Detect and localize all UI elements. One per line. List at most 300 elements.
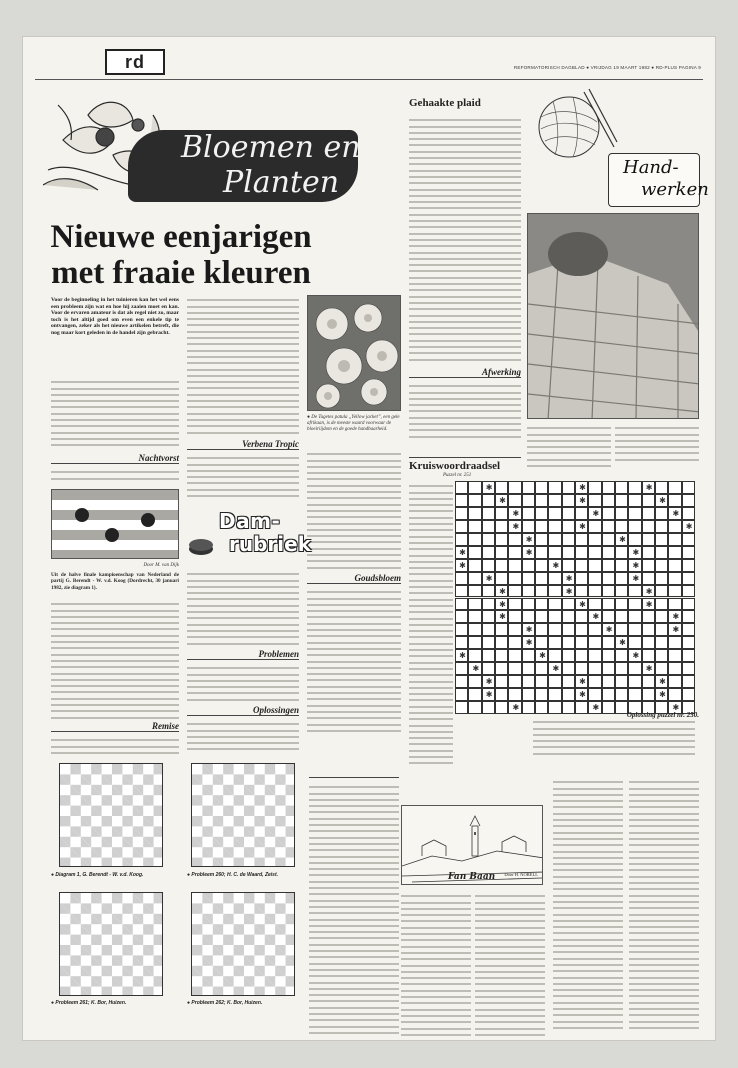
crossword-cell[interactable] (575, 662, 588, 675)
crossword-grid[interactable] (455, 481, 695, 714)
crossword-cell[interactable] (548, 598, 561, 611)
crossword-cell[interactable] (562, 701, 575, 714)
crossword-cell[interactable] (548, 688, 561, 701)
crossword-cell[interactable] (508, 688, 521, 701)
crossword-cell[interactable] (682, 675, 695, 688)
crossword-cell[interactable] (535, 572, 548, 585)
crossword-cell[interactable] (668, 546, 681, 559)
crossword-cell[interactable] (522, 610, 535, 623)
crossword-cell[interactable] (455, 675, 468, 688)
crossword-cell[interactable] (495, 546, 508, 559)
crossword-cell[interactable] (642, 636, 655, 649)
crossword-cell[interactable] (588, 481, 601, 494)
crossword-cell[interactable] (682, 688, 695, 701)
crossword-cell[interactable] (628, 662, 641, 675)
crossword-cell[interactable] (522, 598, 535, 611)
crossword-cell[interactable] (642, 520, 655, 533)
crossword-cell[interactable] (455, 585, 468, 598)
crossword-cell[interactable] (482, 559, 495, 572)
crossword-cell[interactable] (562, 623, 575, 636)
crossword-cell[interactable] (642, 546, 655, 559)
crossword-cell[interactable] (495, 533, 508, 546)
crossword-cell[interactable] (468, 507, 481, 520)
crossword-cell[interactable] (522, 636, 535, 649)
crossword-cell[interactable] (548, 572, 561, 585)
crossword-cell[interactable] (522, 701, 535, 714)
crossword-cell[interactable] (548, 636, 561, 649)
crossword-cell[interactable] (602, 572, 615, 585)
crossword-cell[interactable] (615, 610, 628, 623)
crossword-cell[interactable] (468, 481, 481, 494)
crossword-cell[interactable] (668, 688, 681, 701)
crossword-cell[interactable] (602, 546, 615, 559)
crossword-cell[interactable] (482, 675, 495, 688)
crossword-cell[interactable] (535, 520, 548, 533)
crossword-cell[interactable] (508, 662, 521, 675)
crossword-cell[interactable] (522, 546, 535, 559)
crossword-cell[interactable] (482, 546, 495, 559)
crossword-cell[interactable] (482, 649, 495, 662)
crossword-cell[interactable] (668, 533, 681, 546)
crossword-cell[interactable] (522, 623, 535, 636)
crossword-cell[interactable] (615, 675, 628, 688)
crossword-cell[interactable] (468, 559, 481, 572)
crossword-cell[interactable] (642, 598, 655, 611)
crossword-cell[interactable] (548, 481, 561, 494)
crossword-cell[interactable] (455, 546, 468, 559)
crossword-cell[interactable] (562, 546, 575, 559)
crossword-cell[interactable] (668, 675, 681, 688)
crossword-cell[interactable] (655, 572, 668, 585)
crossword-cell[interactable] (575, 636, 588, 649)
crossword-cell[interactable] (655, 636, 668, 649)
crossword-cell[interactable] (468, 598, 481, 611)
crossword-cell[interactable] (575, 559, 588, 572)
crossword-cell[interactable] (468, 662, 481, 675)
crossword-cell[interactable] (615, 572, 628, 585)
crossword-cell[interactable] (495, 559, 508, 572)
crossword-cell[interactable] (562, 649, 575, 662)
crossword-cell[interactable] (548, 520, 561, 533)
crossword-cell[interactable] (628, 649, 641, 662)
crossword-cell[interactable] (588, 520, 601, 533)
crossword-cell[interactable] (588, 559, 601, 572)
crossword-cell[interactable] (468, 520, 481, 533)
crossword-cell[interactable] (668, 610, 681, 623)
crossword-cell[interactable] (628, 494, 641, 507)
crossword-cell[interactable] (628, 481, 641, 494)
crossword-cell[interactable] (682, 533, 695, 546)
crossword-cell[interactable] (535, 662, 548, 675)
crossword-cell[interactable] (628, 598, 641, 611)
crossword-cell[interactable] (535, 546, 548, 559)
crossword-cell[interactable] (588, 662, 601, 675)
crossword-cell[interactable] (548, 649, 561, 662)
crossword-cell[interactable] (682, 662, 695, 675)
crossword-cell[interactable] (535, 507, 548, 520)
crossword-cell[interactable] (628, 688, 641, 701)
crossword-cell[interactable] (642, 533, 655, 546)
crossword-cell[interactable] (495, 701, 508, 714)
crossword-cell[interactable] (628, 610, 641, 623)
crossword-cell[interactable] (548, 701, 561, 714)
crossword-cell[interactable] (455, 688, 468, 701)
crossword-cell[interactable] (495, 675, 508, 688)
crossword-cell[interactable] (642, 585, 655, 598)
crossword-cell[interactable] (455, 559, 468, 572)
crossword-cell[interactable] (548, 585, 561, 598)
crossword-cell[interactable] (682, 546, 695, 559)
crossword-cell[interactable] (535, 481, 548, 494)
crossword-cell[interactable] (535, 533, 548, 546)
crossword-cell[interactable] (508, 598, 521, 611)
crossword-cell[interactable] (575, 598, 588, 611)
crossword-cell[interactable] (495, 623, 508, 636)
crossword-cell[interactable] (682, 636, 695, 649)
crossword-cell[interactable] (602, 598, 615, 611)
crossword-cell[interactable] (575, 649, 588, 662)
crossword-cell[interactable] (482, 623, 495, 636)
crossword-cell[interactable] (508, 481, 521, 494)
crossword-cell[interactable] (575, 533, 588, 546)
crossword-cell[interactable] (668, 481, 681, 494)
crossword-cell[interactable] (615, 636, 628, 649)
crossword-cell[interactable] (668, 494, 681, 507)
crossword-cell[interactable] (482, 598, 495, 611)
crossword-cell[interactable] (615, 559, 628, 572)
crossword-cell[interactable] (615, 623, 628, 636)
crossword-cell[interactable] (628, 572, 641, 585)
crossword-cell[interactable] (588, 636, 601, 649)
crossword-cell[interactable] (495, 662, 508, 675)
crossword-cell[interactable] (562, 572, 575, 585)
crossword-cell[interactable] (682, 559, 695, 572)
crossword-cell[interactable] (548, 546, 561, 559)
crossword-cell[interactable] (602, 636, 615, 649)
crossword-cell[interactable] (655, 546, 668, 559)
crossword-cell[interactable] (522, 520, 535, 533)
crossword-cell[interactable] (682, 649, 695, 662)
crossword-cell[interactable] (615, 481, 628, 494)
crossword-cell[interactable] (575, 585, 588, 598)
crossword-cell[interactable] (495, 649, 508, 662)
crossword-cell[interactable] (495, 481, 508, 494)
crossword-cell[interactable] (455, 636, 468, 649)
crossword-cell[interactable] (562, 688, 575, 701)
crossword-cell[interactable] (495, 572, 508, 585)
crossword-cell[interactable] (588, 533, 601, 546)
crossword-cell[interactable] (482, 585, 495, 598)
crossword-cell[interactable] (495, 688, 508, 701)
crossword-cell[interactable] (655, 649, 668, 662)
crossword-cell[interactable] (455, 572, 468, 585)
crossword-cell[interactable] (535, 636, 548, 649)
crossword-cell[interactable] (615, 662, 628, 675)
crossword-cell[interactable] (628, 675, 641, 688)
crossword-cell[interactable] (588, 701, 601, 714)
crossword-cell[interactable] (468, 533, 481, 546)
crossword-cell[interactable] (455, 507, 468, 520)
crossword-cell[interactable] (508, 559, 521, 572)
crossword-cell[interactable] (455, 649, 468, 662)
crossword-cell[interactable] (575, 494, 588, 507)
crossword-cell[interactable] (508, 533, 521, 546)
crossword-cell[interactable] (655, 520, 668, 533)
crossword-cell[interactable] (548, 533, 561, 546)
crossword-cell[interactable] (642, 494, 655, 507)
crossword-cell[interactable] (482, 481, 495, 494)
crossword-cell[interactable] (642, 507, 655, 520)
crossword-cell[interactable] (508, 623, 521, 636)
crossword-cell[interactable] (522, 481, 535, 494)
crossword-cell[interactable] (548, 610, 561, 623)
crossword-cell[interactable] (628, 546, 641, 559)
crossword-cell[interactable] (482, 688, 495, 701)
crossword-cell[interactable] (548, 623, 561, 636)
crossword-cell[interactable] (548, 662, 561, 675)
crossword-cell[interactable] (615, 598, 628, 611)
crossword-cell[interactable] (562, 507, 575, 520)
crossword-cell[interactable] (468, 585, 481, 598)
crossword-cell[interactable] (602, 520, 615, 533)
crossword-cell[interactable] (562, 675, 575, 688)
crossword-cell[interactable] (508, 701, 521, 714)
crossword-cell[interactable] (615, 533, 628, 546)
crossword-cell[interactable] (668, 520, 681, 533)
crossword-cell[interactable] (655, 507, 668, 520)
crossword-cell[interactable] (535, 701, 548, 714)
crossword-cell[interactable] (668, 585, 681, 598)
crossword-cell[interactable] (522, 649, 535, 662)
crossword-cell[interactable] (495, 494, 508, 507)
crossword-cell[interactable] (628, 520, 641, 533)
crossword-cell[interactable] (682, 598, 695, 611)
crossword-cell[interactable] (562, 533, 575, 546)
crossword-cell[interactable] (522, 688, 535, 701)
crossword-cell[interactable] (668, 559, 681, 572)
crossword-cell[interactable] (535, 688, 548, 701)
crossword-cell[interactable] (562, 559, 575, 572)
crossword-cell[interactable] (455, 662, 468, 675)
crossword-cell[interactable] (668, 662, 681, 675)
crossword-cell[interactable] (615, 520, 628, 533)
crossword-cell[interactable] (655, 598, 668, 611)
crossword-cell[interactable] (508, 675, 521, 688)
crossword-cell[interactable] (575, 675, 588, 688)
crossword-cell[interactable] (588, 494, 601, 507)
crossword-cell[interactable] (668, 572, 681, 585)
crossword-cell[interactable] (495, 598, 508, 611)
crossword-cell[interactable] (508, 636, 521, 649)
crossword-cell[interactable] (668, 623, 681, 636)
crossword-cell[interactable] (482, 494, 495, 507)
crossword-cell[interactable] (522, 494, 535, 507)
crossword-cell[interactable] (655, 675, 668, 688)
crossword-cell[interactable] (615, 649, 628, 662)
crossword-cell[interactable] (682, 481, 695, 494)
crossword-cell[interactable] (682, 520, 695, 533)
crossword-cell[interactable] (602, 507, 615, 520)
crossword-cell[interactable] (655, 623, 668, 636)
crossword-cell[interactable] (455, 598, 468, 611)
crossword-cell[interactable] (615, 494, 628, 507)
crossword-cell[interactable] (588, 649, 601, 662)
crossword-cell[interactable] (495, 636, 508, 649)
crossword-cell[interactable] (455, 494, 468, 507)
crossword-cell[interactable] (602, 494, 615, 507)
crossword-cell[interactable] (602, 481, 615, 494)
crossword-cell[interactable] (468, 610, 481, 623)
crossword-cell[interactable] (482, 610, 495, 623)
crossword-cell[interactable] (495, 585, 508, 598)
crossword-cell[interactable] (548, 507, 561, 520)
crossword-cell[interactable] (508, 649, 521, 662)
crossword-cell[interactable] (628, 507, 641, 520)
crossword-cell[interactable] (682, 494, 695, 507)
crossword-cell[interactable] (682, 507, 695, 520)
crossword-cell[interactable] (522, 507, 535, 520)
crossword-cell[interactable] (482, 572, 495, 585)
crossword-cell[interactable] (508, 610, 521, 623)
crossword-cell[interactable] (588, 675, 601, 688)
crossword-cell[interactable] (522, 572, 535, 585)
crossword-cell[interactable] (642, 559, 655, 572)
crossword-cell[interactable] (562, 636, 575, 649)
crossword-cell[interactable] (455, 701, 468, 714)
crossword-cell[interactable] (588, 507, 601, 520)
crossword-cell[interactable] (562, 520, 575, 533)
crossword-cell[interactable] (535, 559, 548, 572)
crossword-cell[interactable] (468, 572, 481, 585)
crossword-cell[interactable] (508, 572, 521, 585)
crossword-cell[interactable] (575, 481, 588, 494)
crossword-cell[interactable] (642, 649, 655, 662)
crossword-cell[interactable] (655, 533, 668, 546)
crossword-cell[interactable] (535, 585, 548, 598)
crossword-cell[interactable] (602, 533, 615, 546)
crossword-cell[interactable] (562, 662, 575, 675)
crossword-cell[interactable] (655, 585, 668, 598)
crossword-cell[interactable] (468, 675, 481, 688)
crossword-cell[interactable] (628, 559, 641, 572)
crossword-cell[interactable] (668, 649, 681, 662)
crossword-cell[interactable] (682, 623, 695, 636)
crossword-cell[interactable] (642, 662, 655, 675)
crossword-cell[interactable] (508, 520, 521, 533)
crossword-cell[interactable] (602, 675, 615, 688)
crossword-cell[interactable] (628, 533, 641, 546)
crossword-cell[interactable] (588, 598, 601, 611)
crossword-cell[interactable] (495, 520, 508, 533)
crossword-cell[interactable] (562, 585, 575, 598)
crossword-cell[interactable] (468, 649, 481, 662)
crossword-cell[interactable] (642, 481, 655, 494)
crossword-cell[interactable] (535, 610, 548, 623)
crossword-cell[interactable] (642, 688, 655, 701)
crossword-cell[interactable] (682, 585, 695, 598)
crossword-cell[interactable] (642, 610, 655, 623)
crossword-cell[interactable] (535, 494, 548, 507)
crossword-cell[interactable] (588, 623, 601, 636)
crossword-cell[interactable] (522, 675, 535, 688)
crossword-cell[interactable] (602, 585, 615, 598)
crossword-cell[interactable] (562, 598, 575, 611)
crossword-cell[interactable] (588, 572, 601, 585)
crossword-cell[interactable] (668, 636, 681, 649)
crossword-cell[interactable] (655, 481, 668, 494)
crossword-cell[interactable] (468, 623, 481, 636)
crossword-cell[interactable] (508, 546, 521, 559)
crossword-cell[interactable] (562, 610, 575, 623)
crossword-cell[interactable] (482, 636, 495, 649)
crossword-cell[interactable] (575, 507, 588, 520)
crossword-cell[interactable] (455, 520, 468, 533)
crossword-cell[interactable] (588, 546, 601, 559)
crossword-cell[interactable] (535, 649, 548, 662)
crossword-cell[interactable] (562, 481, 575, 494)
crossword-cell[interactable] (548, 675, 561, 688)
crossword-cell[interactable] (468, 494, 481, 507)
crossword-cell[interactable] (482, 520, 495, 533)
crossword-cell[interactable] (575, 520, 588, 533)
crossword-cell[interactable] (455, 610, 468, 623)
crossword-cell[interactable] (535, 623, 548, 636)
crossword-cell[interactable] (468, 546, 481, 559)
crossword-cell[interactable] (588, 610, 601, 623)
crossword-cell[interactable] (508, 585, 521, 598)
crossword-cell[interactable] (615, 546, 628, 559)
crossword-cell[interactable] (655, 662, 668, 675)
crossword-cell[interactable] (602, 688, 615, 701)
crossword-cell[interactable] (682, 610, 695, 623)
crossword-cell[interactable] (548, 494, 561, 507)
crossword-cell[interactable] (575, 688, 588, 701)
crossword-cell[interactable] (508, 494, 521, 507)
crossword-cell[interactable] (482, 701, 495, 714)
crossword-cell[interactable] (495, 507, 508, 520)
crossword-cell[interactable] (602, 649, 615, 662)
crossword-cell[interactable] (575, 572, 588, 585)
crossword-cell[interactable] (655, 610, 668, 623)
crossword-cell[interactable] (655, 494, 668, 507)
crossword-cell[interactable] (682, 572, 695, 585)
crossword-cell[interactable] (575, 610, 588, 623)
crossword-cell[interactable] (668, 507, 681, 520)
crossword-cell[interactable] (588, 688, 601, 701)
crossword-cell[interactable] (655, 688, 668, 701)
crossword-cell[interactable] (575, 623, 588, 636)
crossword-cell[interactable] (522, 662, 535, 675)
crossword-cell[interactable] (482, 507, 495, 520)
crossword-cell[interactable] (455, 533, 468, 546)
crossword-cell[interactable] (535, 675, 548, 688)
crossword-cell[interactable] (602, 559, 615, 572)
crossword-cell[interactable] (522, 585, 535, 598)
crossword-cell[interactable] (628, 623, 641, 636)
crossword-cell[interactable] (602, 623, 615, 636)
crossword-cell[interactable] (575, 546, 588, 559)
crossword-cell[interactable] (482, 662, 495, 675)
crossword-cell[interactable] (642, 623, 655, 636)
crossword-cell[interactable] (468, 636, 481, 649)
crossword-cell[interactable] (642, 675, 655, 688)
crossword-cell[interactable] (615, 585, 628, 598)
crossword-cell[interactable] (522, 533, 535, 546)
crossword-cell[interactable] (588, 585, 601, 598)
crossword-cell[interactable] (615, 507, 628, 520)
crossword-cell[interactable] (468, 701, 481, 714)
crossword-cell[interactable] (468, 688, 481, 701)
